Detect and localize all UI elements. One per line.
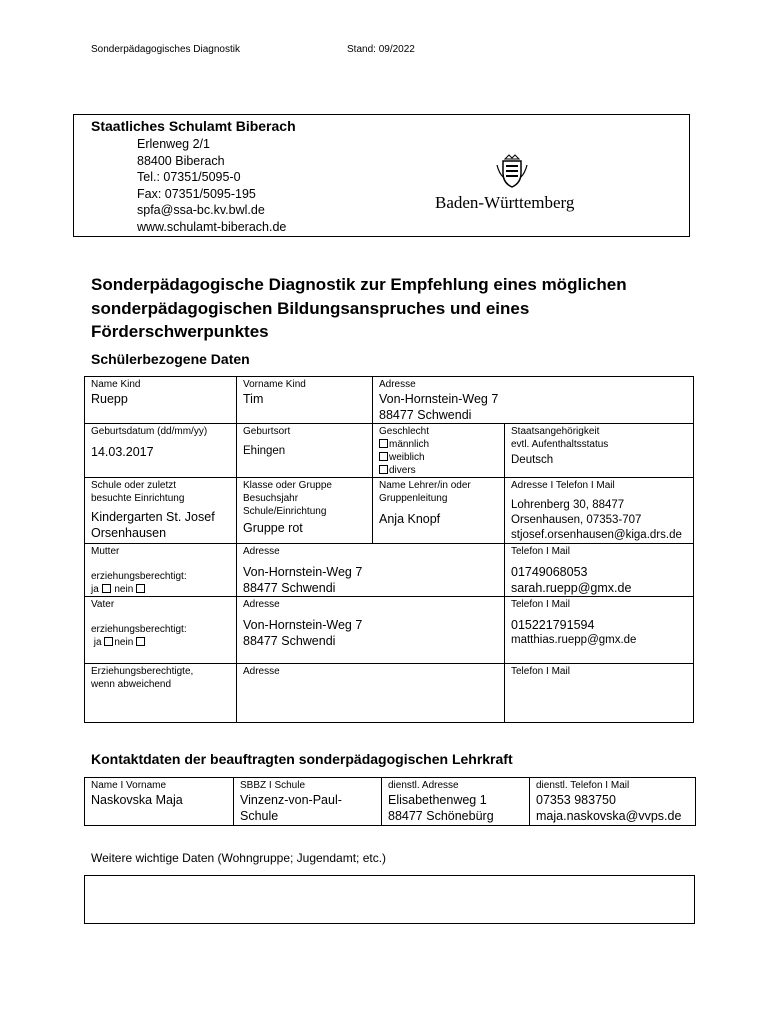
office-name: Staatliches Schulamt Biberach	[91, 118, 296, 134]
mother-label: Mutter	[91, 546, 120, 557]
birthdate-cell	[85, 424, 237, 478]
teacher-name-cell	[85, 778, 234, 826]
class-value: Gruppe rot	[243, 521, 303, 535]
further-data-field[interactable]	[84, 875, 695, 924]
mother-email: sarah.ruepp@gmx.de	[511, 581, 632, 595]
gender-label: Geschlecht	[379, 426, 430, 437]
school-contact-cell	[505, 478, 694, 544]
mother-guardian-label: erziehungsberechtigt:	[91, 571, 187, 582]
birthdate-label: Geburtsdatum (dd/mm/yy)	[91, 426, 208, 437]
page-title	[91, 273, 627, 344]
office-street: Erlenweg 2/1	[137, 137, 210, 151]
father-address-cell	[237, 597, 505, 664]
yes-label: ja	[93, 637, 102, 648]
other-phone-cell	[505, 664, 694, 723]
no-label: nein	[114, 584, 134, 595]
nationality-value: Deutsch	[511, 454, 554, 466]
gender-option-w[interactable]	[379, 451, 498, 464]
class-cell	[237, 478, 373, 544]
firstname-value: Tim	[243, 392, 264, 406]
address-label: Adresse	[379, 379, 416, 390]
header-date: Stand: 09/2022	[347, 44, 415, 55]
gender-m-label: männlich	[389, 439, 430, 450]
office-box	[73, 114, 690, 237]
class-label-1: Klasse oder Gruppe	[243, 480, 332, 491]
header-left: Sonderpädagogisches Diagnostik	[91, 44, 240, 55]
mother-phone-cell	[505, 544, 694, 597]
checkbox-male[interactable]	[379, 439, 388, 448]
student-section-heading: Schülerbezogene Daten	[91, 351, 250, 367]
further-data-value	[85, 876, 694, 884]
office-address	[137, 136, 286, 235]
mother-address-label: Adresse	[243, 546, 280, 557]
table-row	[85, 597, 694, 664]
teacher-label-2: Gruppenleitung	[379, 493, 448, 504]
teacher-data-table	[84, 777, 696, 826]
teacher-value: Anja Knopf	[379, 512, 441, 526]
school-contact-1: Lohrenberg 30, 88477	[511, 499, 625, 511]
school-value-1: Kindergarten St. Josef	[91, 510, 215, 524]
mother-no-checkbox[interactable]	[136, 584, 145, 593]
table-row	[85, 377, 694, 424]
office-email: spfa@ssa-bc.kv.bwl.de	[137, 203, 265, 217]
father-no-checkbox[interactable]	[136, 637, 145, 646]
further-data-label: Weitere wichtige Daten (Wohngruppe; Jugendamt; etc.)	[91, 851, 387, 865]
school-contact-3: stjosef.orsenhausen@kiga.drs.de	[511, 529, 682, 541]
firstname-label: Vorname Kind	[243, 379, 306, 390]
name-label: Name Kind	[91, 379, 141, 390]
table-row	[85, 424, 694, 478]
birthplace-label: Geburtsort	[243, 426, 291, 437]
address-line-1: Von-Hornstein-Weg 7	[379, 392, 499, 406]
gender-d-label: divers	[389, 465, 416, 476]
birthplace-value: Ehingen	[243, 445, 286, 457]
teacher-email: maja.naskovska@vvps.de	[536, 809, 682, 823]
table-row	[85, 664, 694, 723]
teacher-phone: 07353 983750	[536, 793, 616, 807]
logo-text: Baden-Württemberg	[435, 193, 575, 212]
father-yes-checkbox[interactable]	[104, 637, 113, 646]
gender-w-label: weiblich	[389, 452, 425, 463]
birthdate-value: 14.03.2017	[91, 445, 154, 459]
coat-of-arms-icon	[495, 153, 529, 189]
firstname-cell	[237, 377, 373, 424]
mother-cell	[85, 544, 237, 597]
title-line-3: Förderschwerpunktes	[91, 322, 269, 341]
father-email: matthias.ruepp@gmx.de	[511, 634, 637, 646]
address-line-2: 88477 Schwendi	[379, 408, 472, 422]
father-guardian-options	[91, 636, 230, 649]
mother-address-1: Von-Hornstein-Weg 7	[243, 565, 363, 579]
school-value-2: Orsenhausen	[91, 526, 167, 540]
father-label: Vater	[91, 599, 115, 610]
class-label-2: Besuchsjahr	[243, 493, 299, 504]
office-city: 88400 Biberach	[137, 153, 225, 168]
gender-option-d[interactable]	[379, 464, 498, 477]
teacher-school-cell	[234, 778, 382, 826]
gender-cell	[373, 424, 505, 478]
father-phone-label: Telefon I Mail	[511, 599, 570, 610]
mother-address-2: 88477 Schwendi	[243, 581, 336, 595]
school-label-2: besuchte Einrichtung	[91, 493, 185, 504]
teacher-section-heading: Kontaktdaten der beauftragten sonderpädagogischen Lehrkraft	[91, 751, 513, 767]
school-cell	[85, 478, 237, 544]
name-cell	[85, 377, 237, 424]
mother-address-cell	[237, 544, 505, 597]
mother-phone-label: Telefon I Mail	[511, 546, 570, 557]
teacher-address-cell	[382, 778, 530, 826]
school-contact-label: Adresse I Telefon I Mail	[511, 480, 615, 491]
teacher-address-2: 88477 Schönebürg	[388, 809, 494, 823]
teacher-phone-cell	[530, 778, 696, 826]
other-address-cell	[237, 664, 505, 723]
checkbox-diverse[interactable]	[379, 465, 388, 474]
table-row	[85, 478, 694, 544]
nationality-cell	[505, 424, 694, 478]
teacher-address-label: dienstl. Adresse	[388, 780, 459, 791]
gender-option-m[interactable]	[379, 438, 498, 451]
teacher-name: Naskovska Maja	[91, 793, 183, 807]
checkbox-female[interactable]	[379, 452, 388, 461]
class-label-3: Schule/Einrichtung	[243, 506, 327, 517]
other-address-label: Adresse	[243, 666, 280, 677]
teacher-cell	[373, 478, 505, 544]
father-address-1: Von-Hornstein-Weg 7	[243, 618, 363, 632]
nationality-label: Staatsangehörigkeit	[511, 426, 600, 437]
no-label: nein	[114, 637, 134, 648]
school-label-1: Schule oder zuletzt	[91, 480, 177, 491]
mother-guardian-options	[91, 583, 230, 596]
other-guardian-label-1: Erziehungsberechtigte,	[91, 666, 194, 677]
residence-status-label: evtl. Aufenthaltsstatus	[511, 439, 609, 450]
school-contact-2: Orsenhausen, 07353-707	[511, 514, 642, 526]
father-guardian-label: erziehungsberechtigt:	[91, 624, 187, 635]
father-phone-cell	[505, 597, 694, 664]
teacher-school-2: Schule	[240, 809, 279, 823]
office-web: www.schulamt-biberach.de	[137, 219, 287, 234]
father-address-2: 88477 Schwendi	[243, 634, 336, 648]
father-address-label: Adresse	[243, 599, 280, 610]
father-phone: 015221791594	[511, 618, 595, 632]
teacher-phone-label: dienstl. Telefon I Mail	[536, 780, 630, 791]
name-value: Ruepp	[91, 392, 128, 406]
other-guardian-cell	[85, 664, 237, 723]
other-phone-label: Telefon I Mail	[511, 666, 570, 677]
office-fax: Fax: 07351/5095-195	[137, 186, 256, 201]
office-tel: Tel.: 07351/5095-0	[137, 170, 241, 184]
table-row	[85, 544, 694, 597]
teacher-address-1: Elisabethenweg 1	[388, 793, 487, 807]
birthplace-cell	[237, 424, 373, 478]
address-cell	[373, 377, 694, 424]
other-guardian-label-2: wenn abweichend	[91, 679, 172, 690]
student-data-table	[84, 376, 694, 723]
table-row	[85, 778, 696, 826]
teacher-school-label: SBBZ I Schule	[240, 780, 306, 791]
father-cell	[85, 597, 237, 664]
yes-label: ja	[91, 584, 99, 595]
mother-yes-checkbox[interactable]	[102, 584, 111, 593]
mother-phone: 01749068053	[511, 565, 588, 579]
title-line-2: sonderpädagogischen Bildungsanspruches und eines	[91, 298, 530, 318]
teacher-name-label: Name I Vorname	[91, 780, 167, 791]
title-line-1: Sonderpädagogische Diagnostik zur Empfehlung eines möglichen	[91, 275, 627, 294]
teacher-label-1: Name Lehrer/in oder	[379, 480, 471, 491]
teacher-school-1: Vinzenz-von-Paul-	[240, 793, 342, 807]
